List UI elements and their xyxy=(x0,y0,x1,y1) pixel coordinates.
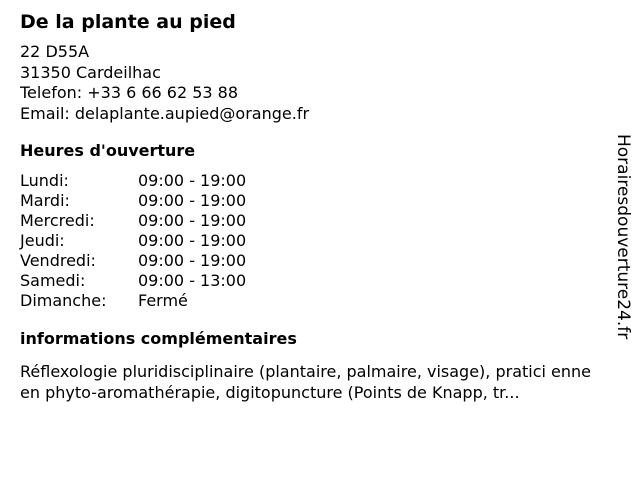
hours-row-thursday xyxy=(20,231,605,251)
time-range: 09:00 - 19:00 xyxy=(138,211,247,230)
day-label: Vendredi: xyxy=(20,251,96,270)
hours-row-monday xyxy=(20,171,605,191)
time-range: 09:00 - 19:00 xyxy=(138,251,247,270)
day-label: Mardi: xyxy=(20,191,70,210)
opening-hours-list xyxy=(20,171,605,311)
time-range: 09:00 - 19:00 xyxy=(138,171,247,190)
time-range: 09:00 - 13:00 xyxy=(138,271,247,290)
phone-number: Telefon: +33 6 66 62 53 88 xyxy=(20,83,239,102)
day-label: Mercredi: xyxy=(20,211,95,230)
email-address: Email: delaplante.aupied@orange.fr xyxy=(20,103,310,123)
day-label: Dimanche: xyxy=(20,291,107,310)
info-description: Réflexologie pluridisciplinaire (plantaire, palmaire, visage), pratici enne en phyto-aromathérapie, digitopuncture (Points de Knapp, tr... xyxy=(20,362,592,402)
time-range: 09:00 - 19:00 xyxy=(138,231,247,250)
time-range: 09:00 - 19:00 xyxy=(138,191,247,210)
hours-row-friday xyxy=(20,251,605,271)
address-line-1: 22 D55A xyxy=(20,42,90,61)
info-heading: informations complémentaires xyxy=(20,329,297,348)
site-watermark: Horairesdouverture24.fr xyxy=(613,134,633,340)
hours-row-saturday xyxy=(20,271,605,291)
hours-row-sunday xyxy=(20,291,605,311)
business-name: De la plante au pied xyxy=(20,11,236,33)
day-label: Jeudi: xyxy=(20,231,65,250)
hours-heading: Heures d'ouverture xyxy=(20,141,196,160)
business-card xyxy=(20,10,605,403)
address-line-2: 31350 Cardeilhac xyxy=(20,62,161,82)
day-label: Samedi: xyxy=(20,271,86,290)
time-range: Fermé xyxy=(138,291,188,310)
day-label: Lundi: xyxy=(20,171,69,190)
contact-block xyxy=(20,42,605,124)
hours-row-wednesday xyxy=(20,211,605,231)
hours-row-tuesday xyxy=(20,191,605,211)
